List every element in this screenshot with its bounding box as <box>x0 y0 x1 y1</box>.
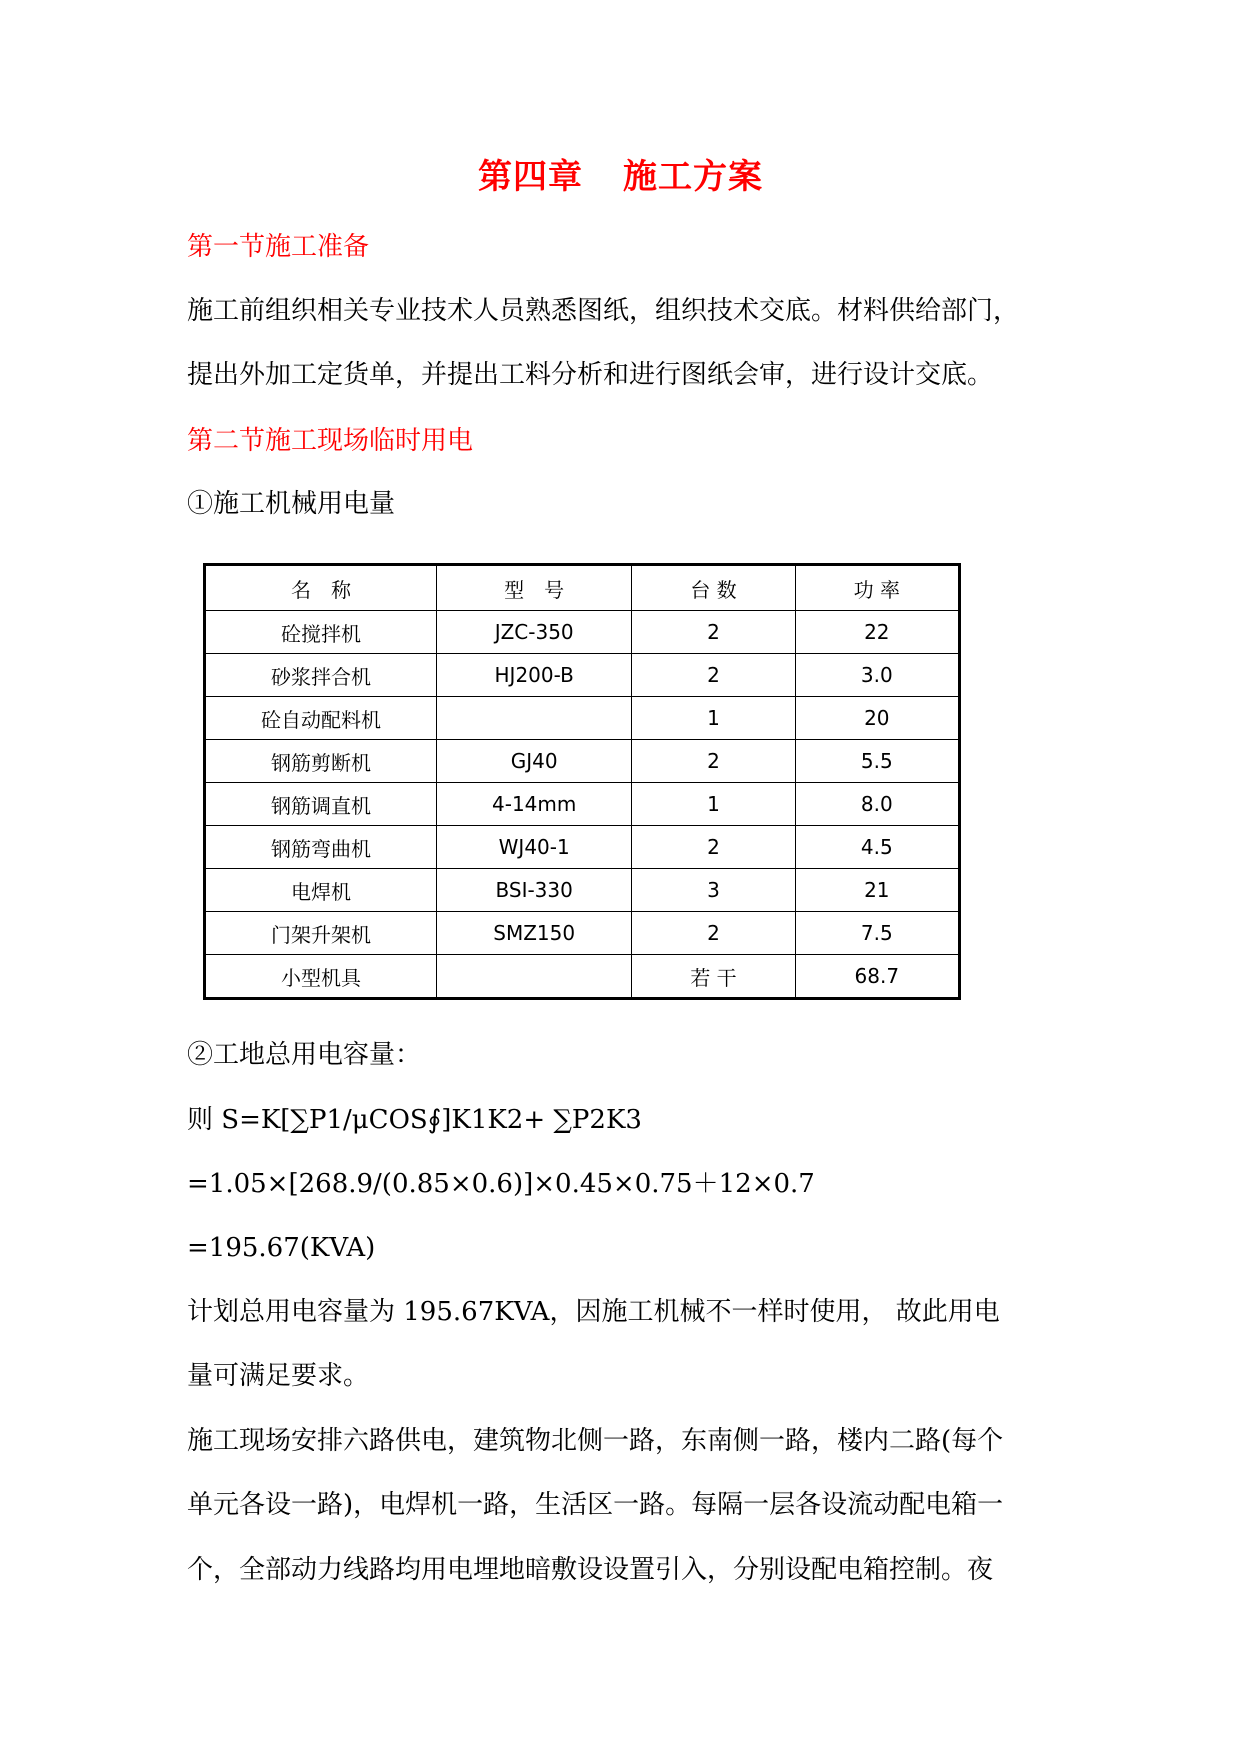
cell-count: 1 <box>632 783 795 826</box>
table-row <box>205 826 960 869</box>
cell-model <box>436 697 631 740</box>
header-model: 型 号 <box>436 565 631 611</box>
table-row <box>205 869 960 912</box>
calculation-line: =1.05×[268.9/(0.85×0.6)]×0.45×0.75＋12×0.7 <box>187 1169 815 1199</box>
header-count: 台 数 <box>632 565 795 611</box>
cell-power: 68.7 <box>795 955 959 999</box>
header-name: 名 称 <box>205 565 437 611</box>
table-row <box>205 611 960 654</box>
cell-model: SMZ150 <box>436 912 631 955</box>
cell-power: 20 <box>795 697 959 740</box>
table-header-row <box>205 565 960 611</box>
cell-name: 小型机具 <box>205 955 437 999</box>
cell-power: 5.5 <box>795 740 959 783</box>
item-1-heading: ①施工机械用电量 <box>187 489 396 519</box>
table-row <box>205 654 960 697</box>
result-line: =195.67(KVA) <box>187 1233 376 1263</box>
cell-count: 1 <box>632 697 795 740</box>
formula-line: 则 S=K[∑P1/μCOS∮]K1K2+ ∑P2K3 <box>187 1105 642 1135</box>
section-2-heading: 第二节施工现场临时用电 <box>187 426 474 456</box>
cell-model: WJ40-1 <box>436 826 631 869</box>
cell-power: 22 <box>795 611 959 654</box>
cell-model <box>436 955 631 999</box>
section-1-heading: 第一节施工准备 <box>187 232 370 262</box>
table-row <box>205 697 960 740</box>
cell-count: 2 <box>632 654 795 697</box>
chapter-number: 第四章 <box>478 157 583 197</box>
cell-count: 2 <box>632 740 795 783</box>
cell-count: 2 <box>632 912 795 955</box>
section-1-paragraph-line-2: 提出外加工定货单，并提出工料分析和进行图纸会审，进行设计交底。 <box>187 360 994 390</box>
cell-model: BSI-330 <box>436 869 631 912</box>
item-2-heading: ②工地总用电容量： <box>187 1040 422 1070</box>
cell-count: 3 <box>632 869 795 912</box>
cell-model: HJ200-B <box>436 654 631 697</box>
cell-name: 钢筋剪断机 <box>205 740 437 783</box>
chapter-name: 施工方案 <box>623 157 763 197</box>
cell-name: 砼搅拌机 <box>205 611 437 654</box>
table-row <box>205 912 960 955</box>
cell-name: 门架升架机 <box>205 912 437 955</box>
supply-line-2: 单元各设一路)，电焊机一路，生活区一路。每隔一层各设流动配电箱一 <box>187 1490 1004 1520</box>
header-power: 功 率 <box>795 565 959 611</box>
section-1-paragraph-line-1: 施工前组织相关专业技术人员熟悉图纸，组织技术交底。材料供给部门， <box>187 296 1020 326</box>
conclusion-line-2: 量可满足要求。 <box>187 1361 370 1391</box>
table-row <box>205 740 960 783</box>
chapter-title <box>0 155 1241 199</box>
table-row <box>205 955 960 999</box>
cell-name: 钢筋调直机 <box>205 783 437 826</box>
cell-name: 钢筋弯曲机 <box>205 826 437 869</box>
cell-power: 4.5 <box>795 826 959 869</box>
cell-model: JZC-350 <box>436 611 631 654</box>
equipment-power-table <box>203 563 961 1000</box>
table-row <box>205 783 960 826</box>
cell-name: 砂浆拌合机 <box>205 654 437 697</box>
cell-model: 4-14mm <box>436 783 631 826</box>
cell-name: 砼自动配料机 <box>205 697 437 740</box>
cell-power: 21 <box>795 869 959 912</box>
cell-power: 7.5 <box>795 912 959 955</box>
cell-name: 电焊机 <box>205 869 437 912</box>
supply-line-3: 个，全部动力线路均用电埋地暗敷设设置引入，分别设配电箱控制。夜 <box>187 1555 994 1585</box>
cell-model: GJ40 <box>436 740 631 783</box>
supply-line-1: 施工现场安排六路供电，建筑物北侧一路，东南侧一路，楼内二路(每个 <box>187 1426 1004 1456</box>
cell-power: 3.0 <box>795 654 959 697</box>
cell-count: 若 干 <box>632 955 795 999</box>
conclusion-line-1: 计划总用电容量为 195.67KVA，因施工机械不一样时使用， 故此用电 <box>187 1297 1000 1327</box>
cell-count: 2 <box>632 826 795 869</box>
cell-power: 8.0 <box>795 783 959 826</box>
cell-count: 2 <box>632 611 795 654</box>
